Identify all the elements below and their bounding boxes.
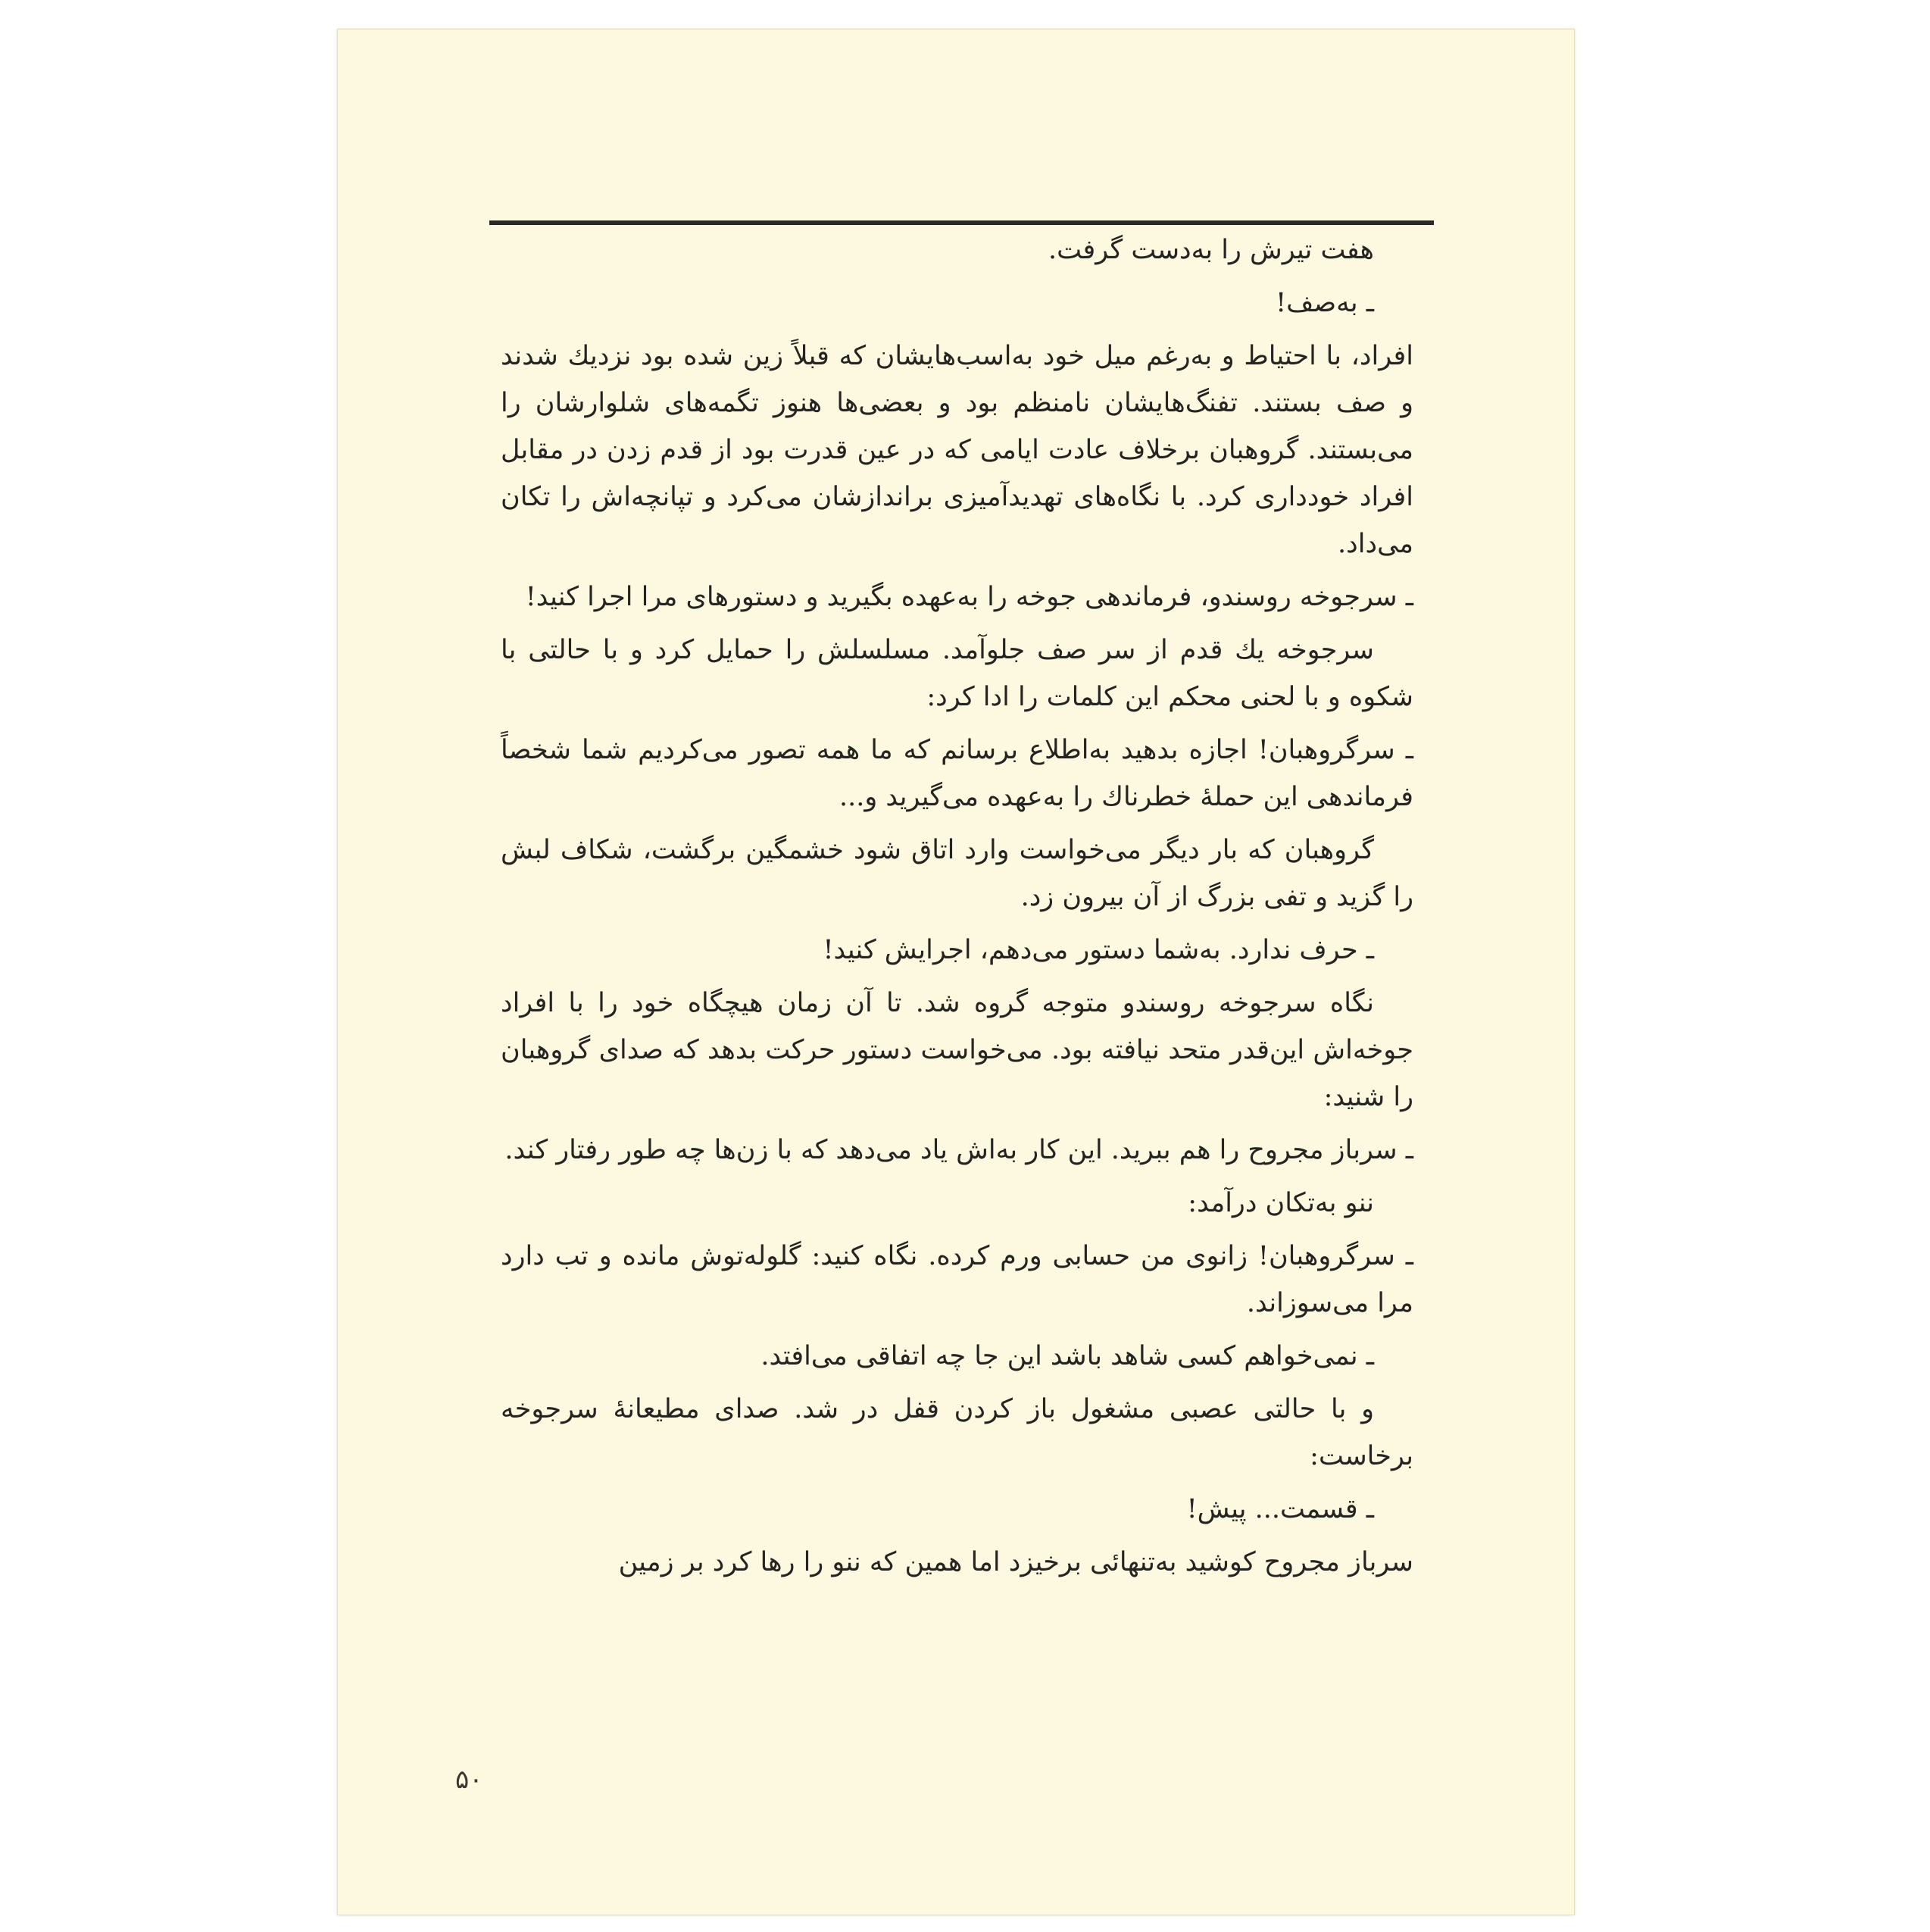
dialogue-line: ـ قسمت... پیش! [1186, 1494, 1374, 1524]
paragraph: گروهبان که بار دیگر می‌خواست وارد اتاق شود خشمگین برگشت، شکاف لبش را گزید و تفی بزرگ از آن بیرون زد. [501, 835, 1413, 912]
dialogue-line: ـ سرباز مجروح را هم ببرید. این کار به‌اش یاد می‌دهد که با زن‌ها چه طور رفتار کند. [504, 1135, 1413, 1165]
book-page [337, 29, 1575, 1915]
body-text [501, 227, 1413, 1592]
paragraph: سرجوخه یك قدم از سر صف جلوآمد. مسلسلش را حمایل کرد و با حالتی با شکوه و با لحنی محکم این کلمات را ادا کرد: [501, 635, 1413, 712]
page-number: ۵۰ [455, 1765, 483, 1795]
dialogue-line: ـ حرف ندارد. به‌شما دستور می‌دهم، اجرایش کنید! [823, 935, 1374, 965]
paragraph: هفت تیرش را به‌دست گرفت. [1048, 235, 1374, 265]
paragraph: سرباز مجروح کوشید به‌تنهائی برخیزد اما همین که ننو را رها کرد بر زمین [618, 1547, 1413, 1577]
paragraph: و با حالتی عصبی مشغول باز کردن قفل در شد. صدای مطیعانهٔ سرجوخه برخاست: [501, 1394, 1413, 1471]
dialogue-line: ـ سرگروهبان! اجازه بدهید به‌اطلاع برسانم که ما همه تصور می‌کردیم شما شخصاً فرماندهی این حملهٔ خطرناك را به‌عهده می‌گیرید و... [501, 735, 1413, 812]
dialogue-line: ـ سرجوخه روسندو، فرماندهی جوخه را به‌عهده بگیرید و دستورهای مرا اجرا کنید! [525, 582, 1413, 612]
dialogue-line: ـ سرگروهبان! زانوی من حسابی ورم کرده. نگاه کنید: گلوله‌توش مانده و تب دارد مرا می‌سوزاند. [501, 1241, 1413, 1318]
header-rule [489, 220, 1434, 225]
dialogue-line: ـ به‌صف! [1276, 288, 1374, 318]
paragraph: افراد، با احتیاط و به‌رغم میل خود به‌اسب‌هایشان که قبلاً زین شده بود نزدیك شدند و صف بستند. تفنگ‌هایشان نامنظم بود و بعضی‌ها هنوز تگمه‌های شلوارشان را می‌بستند. گروهبان برخلاف عادت ایامی که در عین قدرت بود از قدم زدن در مقابل افراد خودداری کرد. با نگاه‌های تهدیدآمیزی براندازشان می‌کرد و تپانچه‌اش را تکان می‌داد. [501, 341, 1413, 559]
paragraph: ننو به‌تکان درآمد: [1188, 1188, 1374, 1218]
dialogue-line: ـ نمی‌خواهم کسی شاهد باشد این جا چه اتفاقی می‌افتد. [760, 1341, 1374, 1371]
paragraph: نگاه سرجوخه روسندو متوجه گروه شد. تا آن زمان هیچگاه خود را با افراد جوخه‌اش این‌قدر متحد نیافته بود. می‌خواست دستور حرکت بدهد که صدای گروهبان را شنید: [501, 988, 1413, 1112]
